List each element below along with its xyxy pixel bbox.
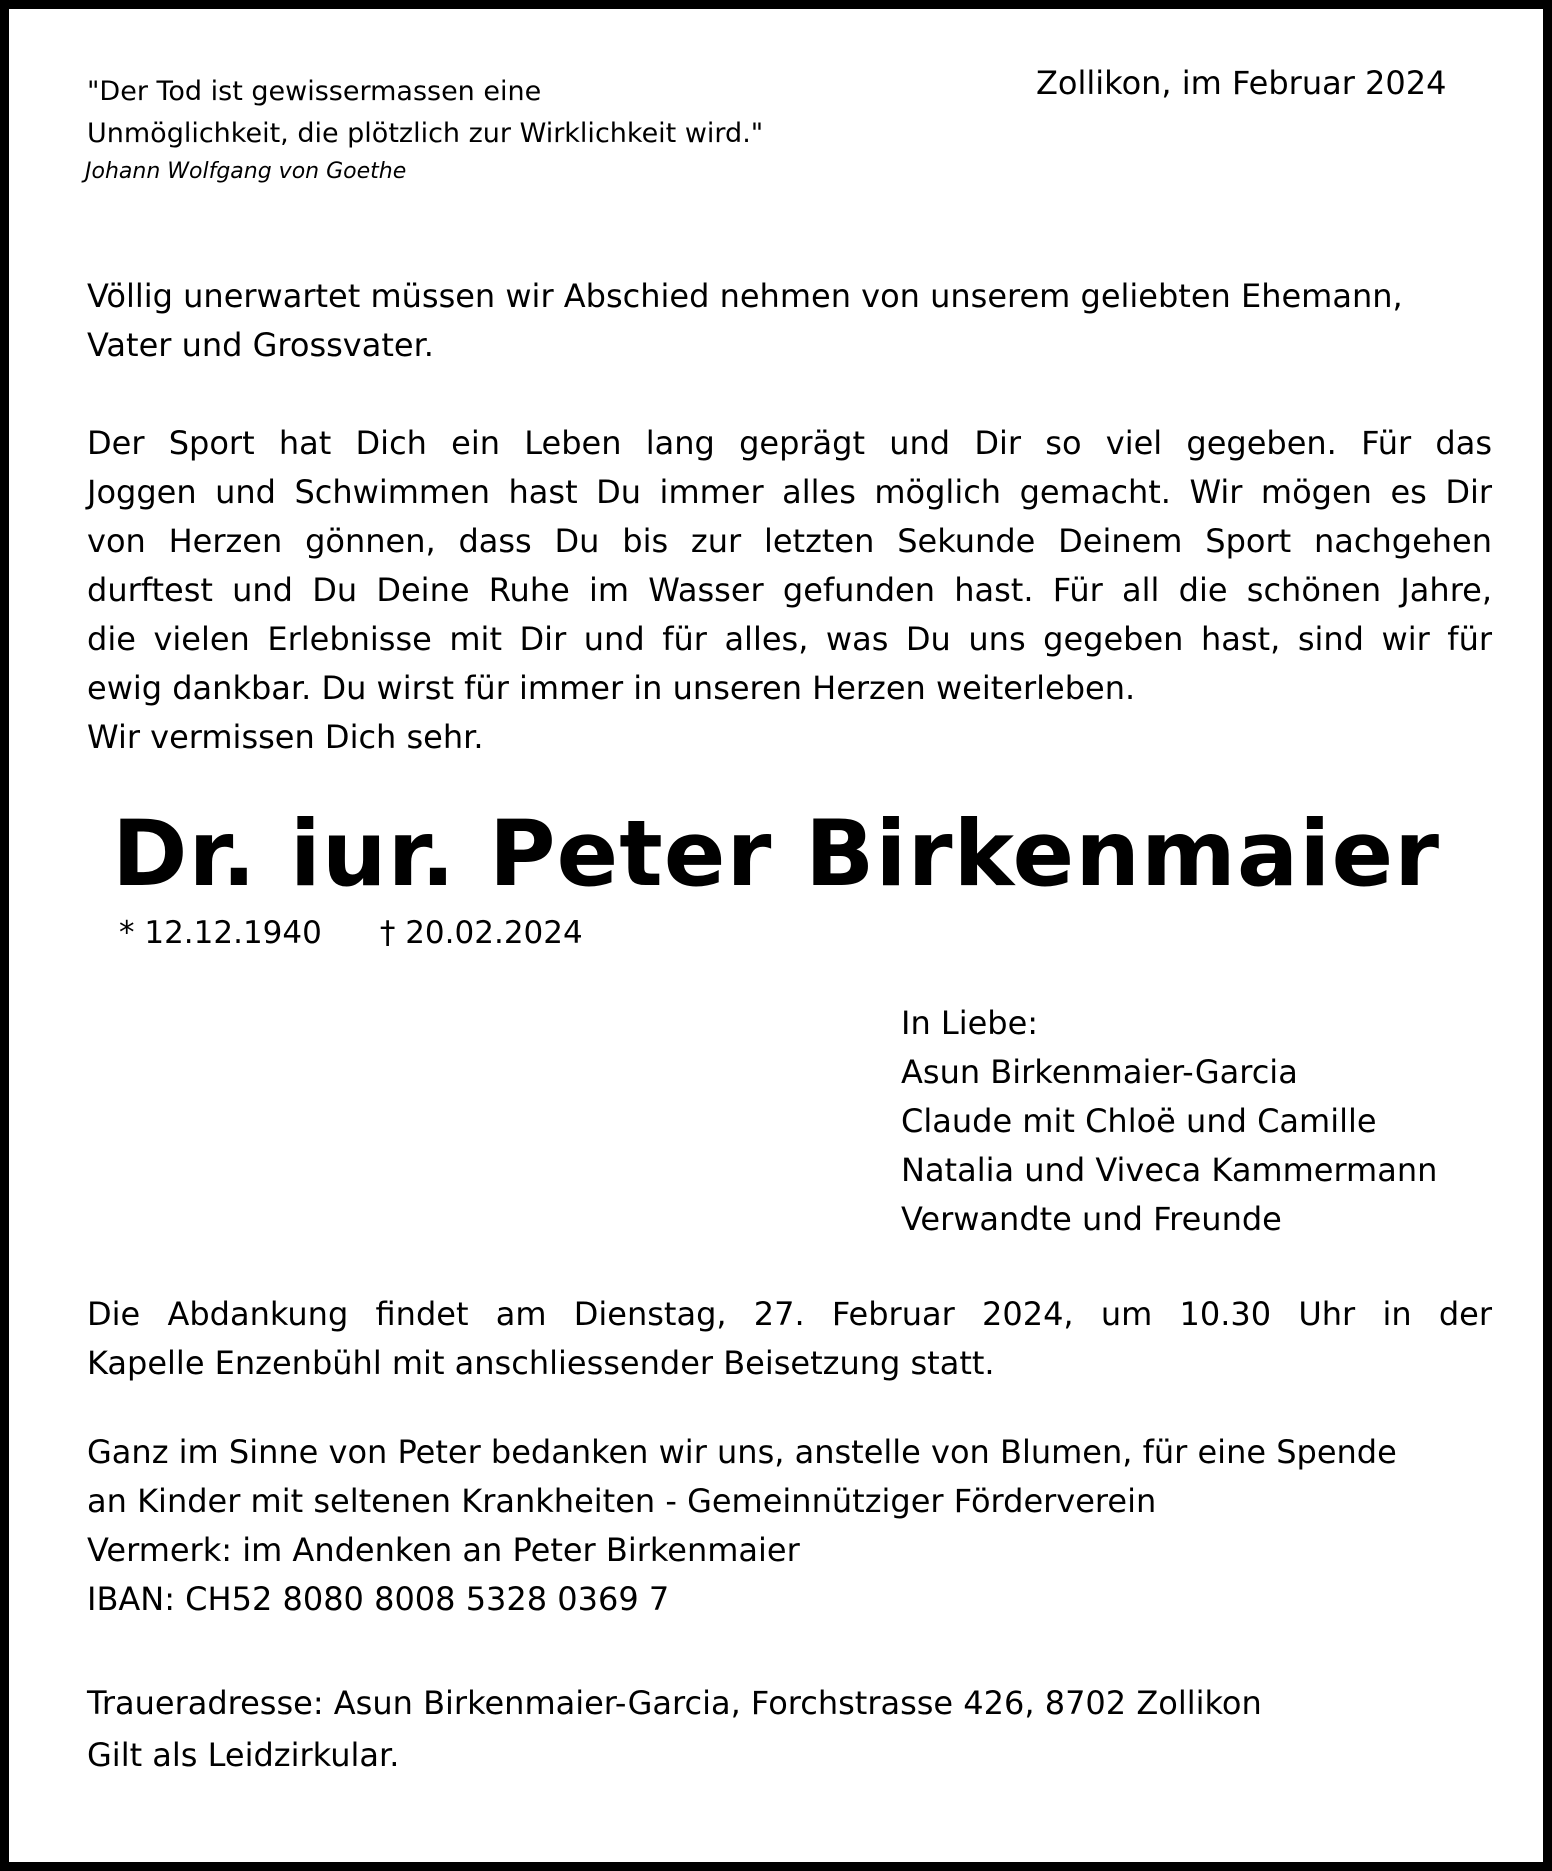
tribute-line: von Herzen gönnen, dass Du bis zur letzten Sekunde Deinem Sport nachgehen [87,522,1492,560]
service-line: Kapelle Enzenbühl mit anschliessender Beisetzung statt. [87,1344,995,1382]
donation-line: Ganz im Sinne von Peter bedanken wir uns, anstelle von Blumen, für eine Spende [87,1433,1397,1471]
quote-line: Unmöglichkeit, die plötzlich zur Wirklichkeit wird." [87,118,764,149]
quote-line: "Der Tod ist gewissermassen eine [87,76,542,107]
service-paragraph [87,1290,1492,1388]
mourners-list [901,999,1437,1244]
tribute-line: die vielen Erlebnisse mit Dir und für alles, was Du uns gegeben hast, sind wir für [87,620,1492,658]
donation-paragraph [87,1428,1492,1624]
tribute-paragraph [87,419,1492,762]
circular-note: Gilt als Leidzirkular. [87,1736,400,1774]
life-dates [119,915,583,951]
mourner-name: Verwandte und Freunde [901,1200,1282,1238]
tribute-line: Der Sport hat Dich ein Leben lang geprägt und Dir so viel gegeben. Für das [87,424,1492,462]
place-date: Zollikon, im Februar 2024 [1036,64,1447,102]
tribute-line: Joggen und Schwimmen hast Du immer alles möglich gemacht. Wir mögen es Dir [87,473,1492,511]
mourners-heading: In Liebe: [901,1004,1039,1042]
iban: IBAN: CH52 8080 8008 5328 0369 7 [87,1580,670,1618]
footer [87,1677,1492,1781]
mourner-name: Asun Birkenmaier-Garcia [901,1053,1298,1091]
tribute-line: ewig dankbar. Du wirst für immer in unseren Herzen weiterleben. [87,669,1136,707]
mourner-name: Claude mit Chloë und Camille [901,1102,1377,1140]
mourner-name: Natalia und Viveca Kammermann [901,1151,1438,1189]
death-date: † 20.02.2024 [379,915,583,951]
intro-paragraph [87,272,1492,370]
quote-author: Johann Wolfgang von Goethe [85,159,407,184]
mourning-address: Traueradresse: Asun Birkenmaier-Garcia, Forchstrasse 426, 8702 Zollikon [87,1684,1262,1722]
donation-line: Vermerk: im Andenken an Peter Birkenmaier [87,1531,800,1569]
tribute-line: Wir vermissen Dich sehr. [87,718,484,756]
deceased-name: Dr. iur. Peter Birkenmaier [112,802,1441,907]
intro-line: Völlig unerwartet müssen wir Abschied nehmen von unserem geliebten Ehemann, [87,277,1403,315]
tribute-line: durftest und Du Deine Ruhe im Wasser gefunden hast. Für all die schönen Jahre, [87,571,1492,609]
birth-date: * 12.12.1940 [119,915,322,951]
donation-line: an Kinder mit seltenen Krankheiten - Gemeinnütziger Förderverein [87,1482,1157,1520]
service-line: Die Abdankung findet am Dienstag, 27. Februar 2024, um 10.30 Uhr in der [87,1295,1492,1333]
quote [87,71,847,155]
intro-line: Vater und Grossvater. [87,326,434,364]
